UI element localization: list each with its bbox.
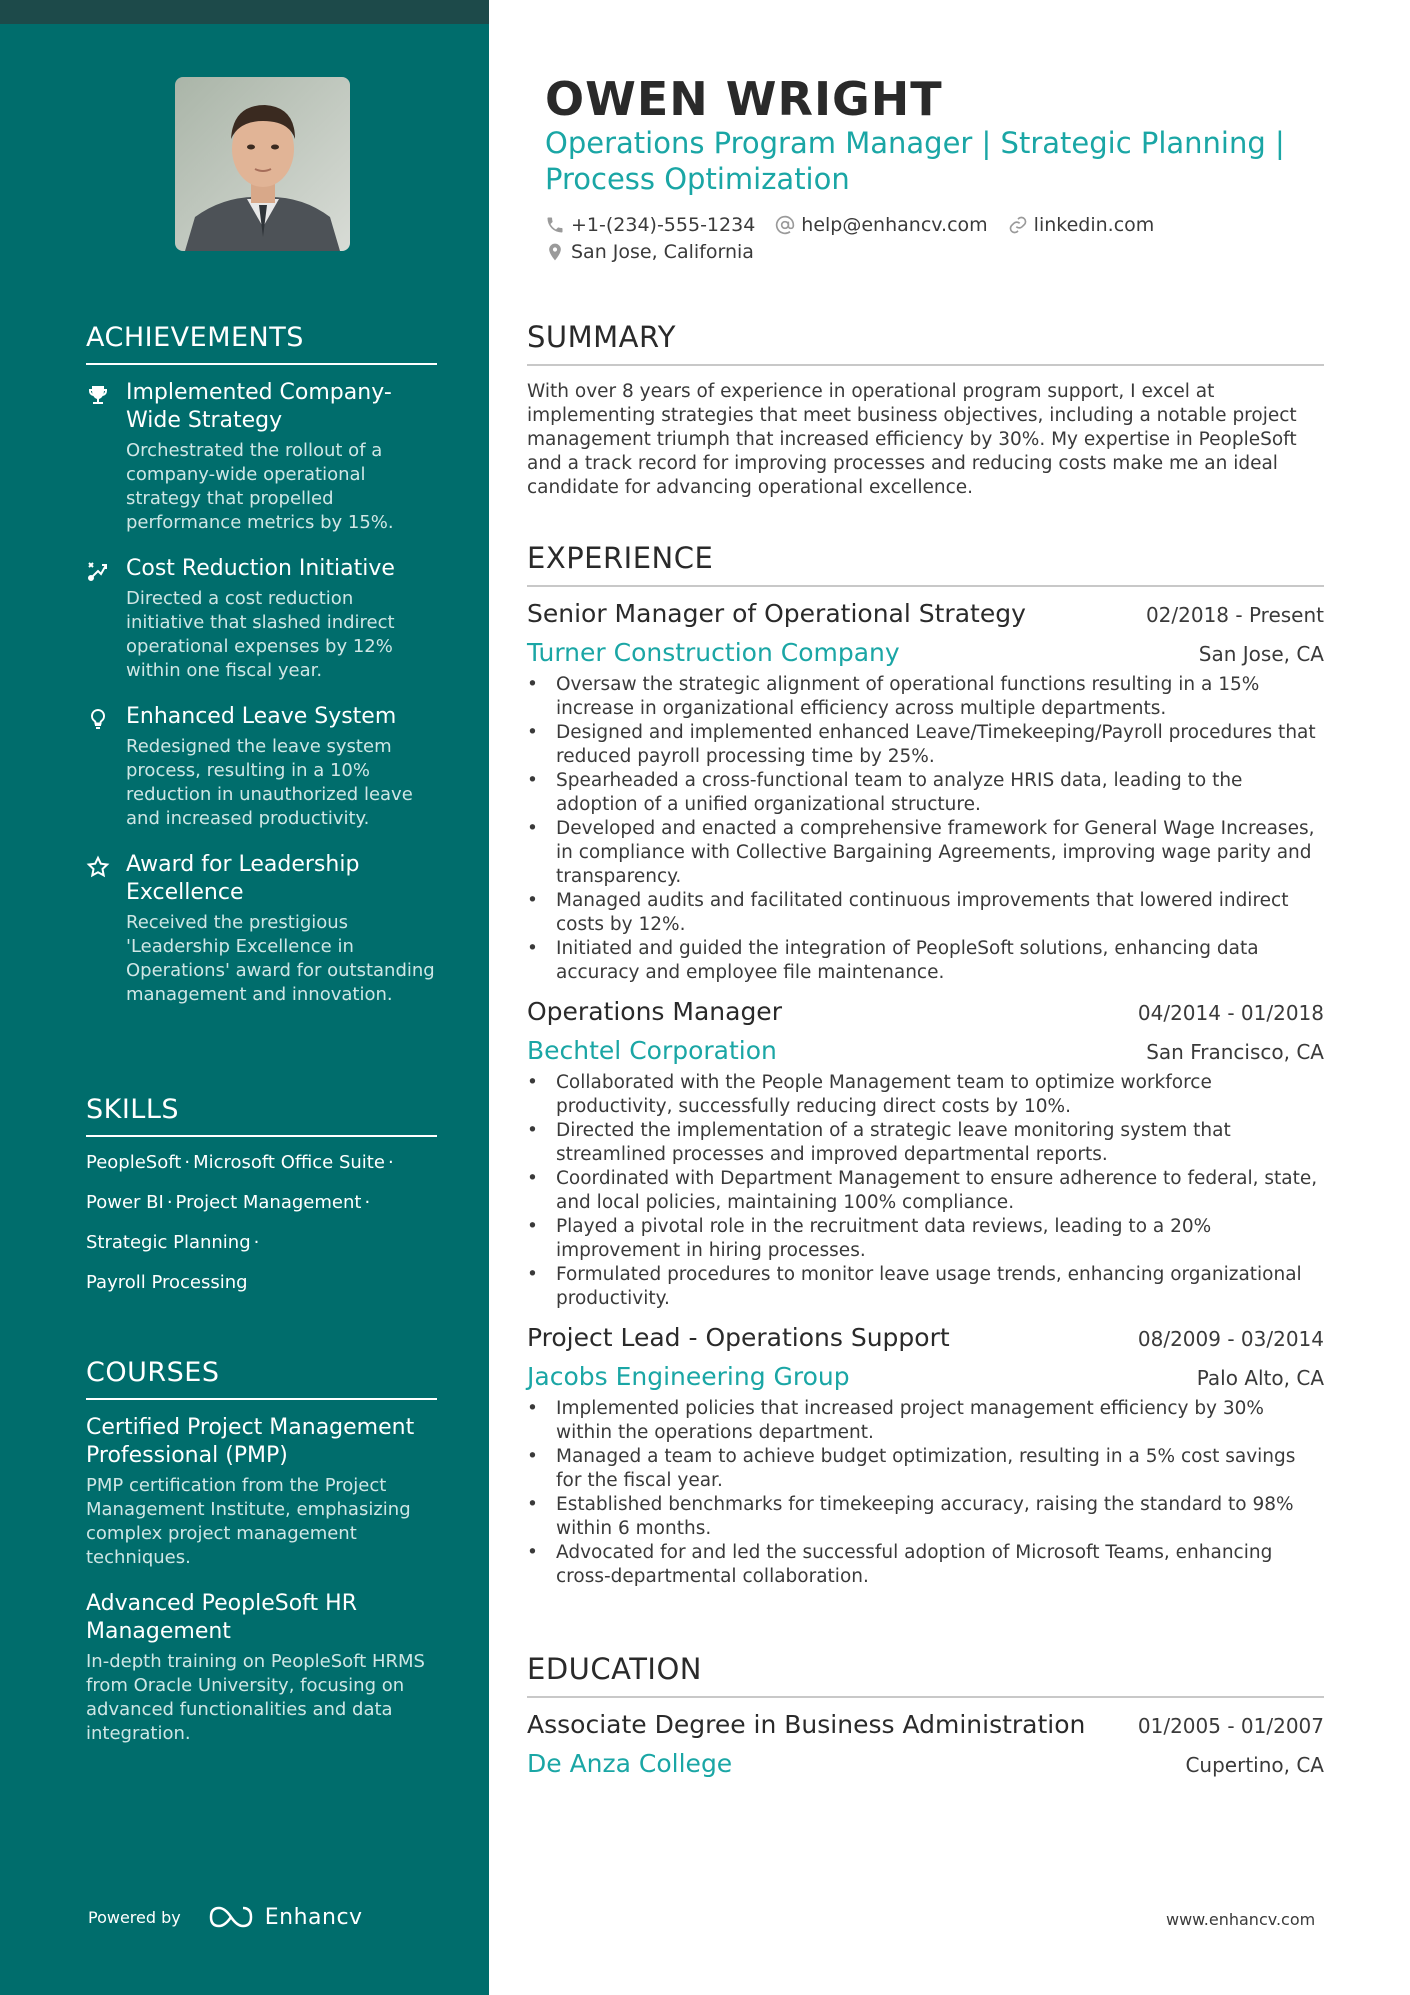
linkedin-text: linkedin.com bbox=[1033, 214, 1155, 236]
degree-title: Associate Degree in Business Administration bbox=[527, 1710, 1086, 1739]
job-title: Operations Manager bbox=[527, 997, 782, 1026]
skills-line: PeopleSoft · Microsoft Office Suite · bbox=[86, 1152, 394, 1173]
achievement-desc: Directed a cost reduction initiative that slashed indirect operational expenses by 12% within one fiscal year. bbox=[126, 588, 395, 681]
course-item bbox=[86, 1590, 437, 1746]
job-company-row bbox=[527, 1036, 1324, 1065]
achievement-title: Enhanced Leave System bbox=[126, 704, 397, 729]
school-location: Cupertino, CA bbox=[1185, 1753, 1324, 1777]
bullet-item: • Spearheaded a cross-functional team to analyze HRIS data, leading to the adoption of a unified organizational structure. bbox=[527, 769, 1324, 817]
courses-heading: COURSES bbox=[86, 1357, 437, 1400]
star-icon bbox=[86, 855, 110, 879]
achievements-section bbox=[86, 322, 437, 1027]
company-name: Bechtel Corporation bbox=[527, 1036, 777, 1065]
achievement-item bbox=[86, 379, 437, 535]
location-item bbox=[545, 241, 754, 263]
skill-tag: Power BI bbox=[86, 1192, 164, 1213]
job-title: Senior Manager of Operational Strategy bbox=[527, 599, 1026, 628]
experience-section bbox=[527, 541, 1324, 1589]
achievement-desc: Received the prestigious 'Leadership Excellence in Operations' award for outstanding management and innovation. bbox=[126, 912, 435, 1005]
lightbulb-icon bbox=[86, 707, 110, 731]
job-dates: 08/2009 - 03/2014 bbox=[1137, 1327, 1324, 1351]
bullet-item: • Implemented policies that increased project management efficiency by 30% within the operations department. bbox=[527, 1397, 1324, 1445]
candidate-title: Operations Program Manager | Strategic Planning | Process Optimization bbox=[545, 126, 1285, 196]
job-header bbox=[527, 599, 1324, 628]
bullet-item: • Initiated and guided the integration of PeopleSoft solutions, enhancing data accuracy and employee file maintenance. bbox=[527, 937, 1324, 985]
course-desc: PMP certification from the Project Management Institute, emphasizing complex project management techniques. bbox=[86, 1475, 411, 1568]
bullet-item: • Played a pivotal role in the recruitment data reviews, leading to a 20% improvement in hiring processes. bbox=[527, 1215, 1324, 1263]
sidebar-top-bar bbox=[0, 0, 489, 24]
profile-photo bbox=[175, 77, 350, 251]
skill-tag: Payroll Processing bbox=[86, 1272, 248, 1293]
job-dates: 02/2018 - Present bbox=[1145, 603, 1324, 627]
skill-tag: PeopleSoft bbox=[86, 1152, 182, 1173]
bullet-item: • Advocated for and led the successful adoption of Microsoft Teams, enhancing cross-departmental collaboration. bbox=[527, 1541, 1324, 1589]
courses-section bbox=[86, 1357, 437, 1766]
job-header bbox=[527, 997, 1324, 1026]
enhancv-logo-icon bbox=[207, 1904, 255, 1930]
achievement-title: Implemented Company-Wide Strategy bbox=[126, 380, 392, 433]
bullet-item: • Managed a team to achieve budget optimization, resulting in a 5% cost savings for the fiscal year. bbox=[527, 1445, 1324, 1493]
job-entry bbox=[527, 599, 1324, 985]
bullet-item: • Developed and enacted a comprehensive framework for General Wage Increases, in compliance with Collective Bargaining Agreements, improving wage parity and transparency. bbox=[527, 817, 1324, 889]
job-entry bbox=[527, 997, 1324, 1311]
at-icon bbox=[775, 215, 795, 235]
education-entry bbox=[527, 1710, 1324, 1778]
location-text: San Jose, California bbox=[571, 241, 754, 263]
skill-tag: Project Management bbox=[175, 1192, 362, 1213]
skills-line: Strategic Planning · bbox=[86, 1232, 260, 1253]
summary-text: With over 8 years of experience in operational program support, I excel at implementing strategies that meet business objectives, including a notable project management triumph that increased efficiency by 30%. My expertise in PeopleSoft and a track record for improving processes and reducing costs make me an ideal candidate for advancing operational excellence. bbox=[527, 381, 1297, 498]
job-bullets bbox=[527, 1071, 1324, 1311]
achievement-item bbox=[86, 851, 437, 1007]
bullet-item: • Coordinated with Department Management to ensure adherence to federal, state, and local policies, maintaining 100% compliance. bbox=[527, 1167, 1324, 1215]
achievement-title: Cost Reduction Initiative bbox=[126, 556, 395, 581]
skills-line: Power BI · Project Management · bbox=[86, 1192, 371, 1213]
bullet-item: • Managed audits and facilitated continuous improvements that lowered indirect costs by 12%. bbox=[527, 889, 1324, 937]
course-desc: In-depth training on PeopleSoft HRMS from Oracle University, focusing on advanced functionalities and data integration. bbox=[86, 1651, 425, 1744]
achievement-item bbox=[86, 555, 437, 683]
bullet-item: • Collaborated with the People Management team to optimize workforce productivity, successfully reducing direct costs by 10%. bbox=[527, 1071, 1324, 1119]
skills-section bbox=[86, 1094, 437, 1311]
bullet-item: • Established benchmarks for timekeeping accuracy, raising the standard to 98% within 6 months. bbox=[527, 1493, 1324, 1541]
bullet-item: • Oversaw the strategic alignment of operational functions resulting in a 15% increase in organizational efficiency across multiple departments. bbox=[527, 673, 1324, 721]
location-row bbox=[545, 241, 774, 263]
phone-text: +1-(234)-555-1234 bbox=[571, 214, 756, 236]
course-title: Advanced PeopleSoft HR Management bbox=[86, 1591, 357, 1644]
path-icon bbox=[86, 559, 110, 583]
email-item[interactable] bbox=[775, 214, 987, 236]
education-header bbox=[527, 1710, 1324, 1739]
skills-heading: SKILLS bbox=[86, 1094, 437, 1137]
company-name: Turner Construction Company bbox=[527, 638, 900, 667]
job-location: Palo Alto, CA bbox=[1196, 1366, 1324, 1390]
job-location: San Jose, CA bbox=[1198, 642, 1324, 666]
achievement-title: Award for Leadership Excellence bbox=[126, 852, 360, 905]
bullet-item: • Designed and implemented enhanced Leave/Timekeeping/Payroll procedures that reduced payroll processing time by 25%. bbox=[527, 721, 1324, 769]
course-title: Certified Project Management Professional (PMP) bbox=[86, 1415, 415, 1468]
school-row bbox=[527, 1749, 1324, 1778]
achievements-heading: ACHIEVEMENTS bbox=[86, 322, 437, 365]
company-name: Jacobs Engineering Group bbox=[527, 1362, 850, 1391]
sidebar bbox=[0, 0, 489, 1995]
job-header bbox=[527, 1323, 1324, 1352]
skills-line bbox=[86, 1271, 437, 1295]
trophy-icon bbox=[86, 383, 110, 407]
skill-tag: Strategic Planning bbox=[86, 1232, 251, 1253]
link-icon bbox=[1008, 215, 1028, 235]
job-bullets bbox=[527, 1397, 1324, 1589]
summary-heading: SUMMARY bbox=[527, 320, 1324, 366]
linkedin-item[interactable] bbox=[1008, 214, 1155, 236]
footer-url[interactable]: www.enhancv.com bbox=[1166, 1910, 1316, 1929]
location-pin-icon bbox=[545, 242, 565, 262]
job-company-row bbox=[527, 1362, 1324, 1391]
job-company-row bbox=[527, 638, 1324, 667]
phone-item[interactable] bbox=[545, 214, 755, 236]
email-text: help@enhancv.com bbox=[801, 214, 988, 236]
achievement-item bbox=[86, 703, 437, 831]
powered-by-label: Powered by bbox=[88, 1907, 181, 1927]
job-entry bbox=[527, 1323, 1324, 1589]
course-item bbox=[86, 1414, 437, 1570]
summary-section bbox=[527, 320, 1324, 500]
job-dates: 04/2014 - 01/2018 bbox=[1137, 1001, 1324, 1025]
bullet-item: • Directed the implementation of a strategic leave monitoring system that streamlined processes and improved departmental reports. bbox=[527, 1119, 1324, 1167]
bullet-item: • Formulated procedures to monitor leave usage trends, enhancing organizational productivity. bbox=[527, 1263, 1324, 1311]
education-dates: 01/2005 - 01/2007 bbox=[1137, 1714, 1324, 1738]
achievement-desc: Redesigned the leave system process, resulting in a 10% reduction in unauthorized leave and increased productivity. bbox=[126, 736, 413, 829]
job-title: Project Lead - Operations Support bbox=[527, 1323, 950, 1352]
education-section bbox=[527, 1652, 1324, 1778]
education-heading: EDUCATION bbox=[527, 1652, 1324, 1698]
skill-tag: Microsoft Office Suite bbox=[193, 1152, 385, 1173]
experience-heading: EXPERIENCE bbox=[527, 541, 1324, 587]
phone-icon bbox=[545, 215, 565, 235]
school-name: De Anza College bbox=[527, 1749, 733, 1778]
candidate-name: OWEN WRIGHT bbox=[545, 72, 943, 126]
contact-row bbox=[545, 214, 1174, 236]
job-location: San Francisco, CA bbox=[1146, 1040, 1324, 1064]
job-bullets bbox=[527, 673, 1324, 985]
brand-name: Enhancv bbox=[264, 1904, 363, 1930]
powered-by[interactable] bbox=[88, 1904, 363, 1930]
achievement-desc: Orchestrated the rollout of a company-wide operational strategy that propelled performance metrics by 15%. bbox=[126, 440, 394, 533]
